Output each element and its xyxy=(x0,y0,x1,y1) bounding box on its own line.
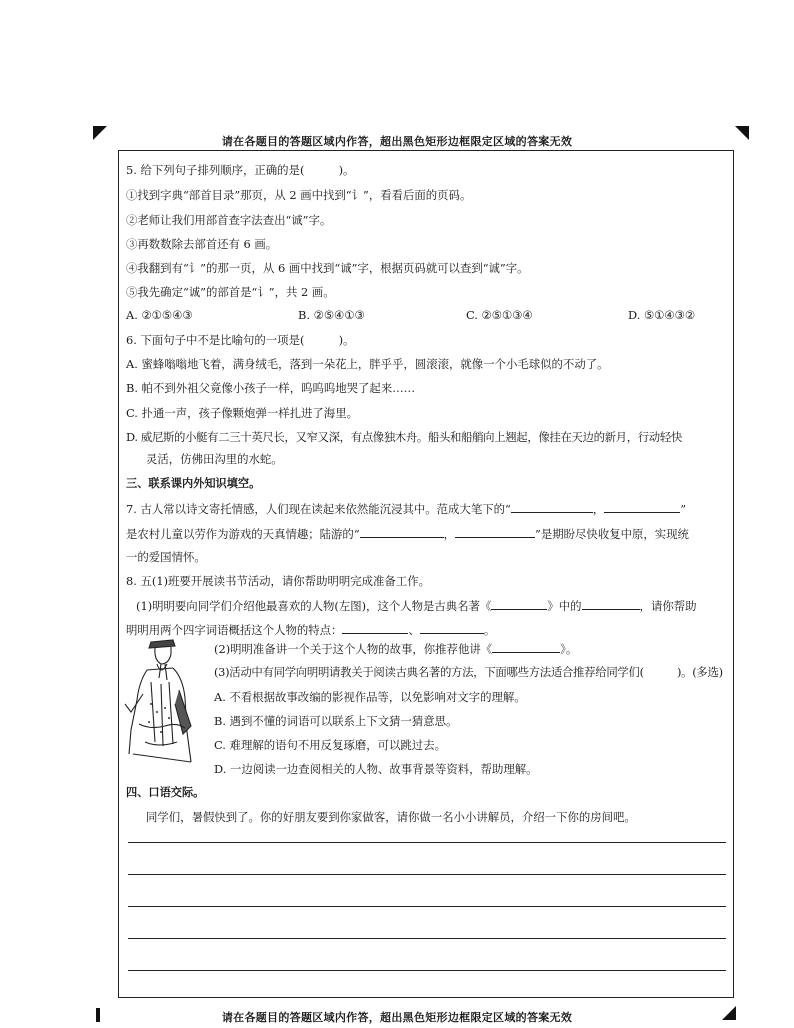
q8-stem: 8. 五(1)班要开展读书节活动，请你帮助明明完成准备工作。 xyxy=(126,574,430,588)
q7-blank-4[interactable] xyxy=(455,525,535,538)
writing-line[interactable] xyxy=(128,874,726,875)
q8-part1-line1 xyxy=(136,597,697,614)
q8-blank-trait-2[interactable] xyxy=(420,621,484,634)
q7-text-1c: ” xyxy=(680,502,687,516)
q5-sentence-1: ①找到字典“部首目录”那页，从 2 画中找到“讠”，看看后面的页码。 xyxy=(126,188,472,202)
character-portrait-illustration xyxy=(121,634,205,770)
q6-option-c[interactable]: C. 扑通一声，孩子像颗炮弹一样扎进了海里。 xyxy=(126,406,358,420)
q8-part2 xyxy=(214,640,577,657)
writing-line[interactable] xyxy=(128,938,726,939)
q5-sentence-4: ④我翻到有“讠”的那一页，从 6 画中找到“诚”字，根据页码就可以查到“诚”字。 xyxy=(126,261,529,275)
section-4-title: 四、口语交际。 xyxy=(126,786,205,799)
q5-option-a[interactable]: A. ②①⑤④③ xyxy=(126,308,193,322)
q5-stem: 5. 给下列句子排列顺序，正确的是( )。 xyxy=(126,163,355,177)
q8-option-d[interactable]: D. 一边阅读一边查阅相关的人物、故事背景等资料，帮助理解。 xyxy=(214,762,538,776)
q8-blank-story[interactable] xyxy=(492,640,560,653)
q8-text-1a: (1)明明要向同学们介绍他最喜欢的人物(左图)，这个人物是古典名著《 xyxy=(136,599,492,613)
q8-part3: (3)活动中有同学向明明请教关于阅读古典名著的方法，下面哪些方法适合推荐给同学们( )。(多选) xyxy=(214,665,723,679)
q8-option-b[interactable]: B. 遇到不懂的词语可以联系上下文猜一猜意思。 xyxy=(214,714,458,728)
q7-line-2 xyxy=(126,525,689,542)
q7-line-1 xyxy=(126,500,686,517)
q9-prompt: 同学们，暑假快到了。你的好朋友要到你家做客，请你做一名小小讲解员，介绍一下你的房间吧。 xyxy=(146,810,636,824)
q8-text-1b: 》中的 xyxy=(547,599,582,613)
q5-option-c[interactable]: C. ②⑤①③④ xyxy=(466,308,533,322)
q8-text-1f: 。 xyxy=(483,623,496,637)
writing-line[interactable] xyxy=(128,842,726,843)
q8-text-2b: 》。 xyxy=(560,642,578,656)
q7-text-1b: ， xyxy=(592,502,605,516)
q7-text-2a: 是农村儿童以劳作为游戏的天真情趣；陆游的“ xyxy=(126,527,360,541)
q8-text-1c: ，请你帮助 xyxy=(639,599,697,613)
q8-option-c[interactable]: C. 难理解的语句不用反复琢磨，可以跳过去。 xyxy=(214,738,446,752)
q6-option-a[interactable]: A. 蜜蜂嗡嗡地飞着，满身绒毛，落到一朵花上，胖乎乎，圆滚滚，就像一个小毛球似的不动了。 xyxy=(126,357,609,371)
q8-text-1e: 、 xyxy=(408,623,420,637)
q7-blank-3[interactable] xyxy=(360,525,444,538)
q6-option-d[interactable]: D. 威尼斯的小艇有二三十英尺长，又窄又深，有点像独木舟。船头和船艄向上翘起，像挂在天边的新月，行动轻快 xyxy=(126,430,682,444)
q7-blank-1[interactable] xyxy=(511,500,593,513)
q7-text-1a: 7. 古人常以诗文寄托情感，人们现在读起来依然能沉浸其中。范成大笔下的“ xyxy=(126,502,511,516)
q8-text-2a: (2)明明准备讲一个关于这个人物的故事，你推荐他讲《 xyxy=(214,642,493,656)
q5-option-b[interactable]: B. ②⑤④①③ xyxy=(298,308,365,322)
q6-option-d-cont: 灵活，仿佛田沟里的水蛇。 xyxy=(146,452,283,466)
writing-line[interactable] xyxy=(128,906,726,907)
q8-blank-book[interactable] xyxy=(491,597,547,610)
writing-line[interactable] xyxy=(128,970,726,971)
q8-option-a[interactable]: A. 不看根据故事改编的影视作品等，以免影响对文字的理解。 xyxy=(214,690,526,704)
q5-option-d[interactable]: D. ⑤①④③② xyxy=(628,308,696,322)
q8-blank-character[interactable] xyxy=(582,597,640,610)
q6-option-b[interactable]: B. 帕不到外祖父竟像小孩子一样，呜呜呜地哭了起来…… xyxy=(126,381,415,395)
q8-text-1d: 明明用两个四字词语概括这个人物的特点： xyxy=(126,623,343,637)
q7-text-2c: ”是期盼尽快收复中原，实现统 xyxy=(535,527,689,541)
q7-line-3: 一的爱国情怀。 xyxy=(126,550,206,564)
q7-text-2b: ， xyxy=(443,527,456,541)
q5-sentence-5: ⑤我先确定“诚”的部首是“讠”，共 2 画。 xyxy=(126,285,335,299)
header-notice: 请在各题目的答题区域内作答，超出黑色矩形边框限定区域的答案无效 xyxy=(221,135,573,148)
q7-blank-2[interactable] xyxy=(604,500,680,513)
q6-stem: 6. 下面句子中不是比喻句的一项是( )。 xyxy=(126,333,355,347)
q5-sentence-3: ③再数数除去部首还有 6 画。 xyxy=(126,237,278,251)
footer-notice: 请在各题目的答题区域内作答，超出黑色矩形边框限定区域的答案无效 xyxy=(221,1011,573,1024)
q5-sentence-2: ②老师让我们用部首查字法查出“诚”字。 xyxy=(126,213,332,227)
q8-blank-trait-1[interactable] xyxy=(342,621,408,634)
section-3-title: 三、联系课内外知识填空。 xyxy=(126,477,261,490)
